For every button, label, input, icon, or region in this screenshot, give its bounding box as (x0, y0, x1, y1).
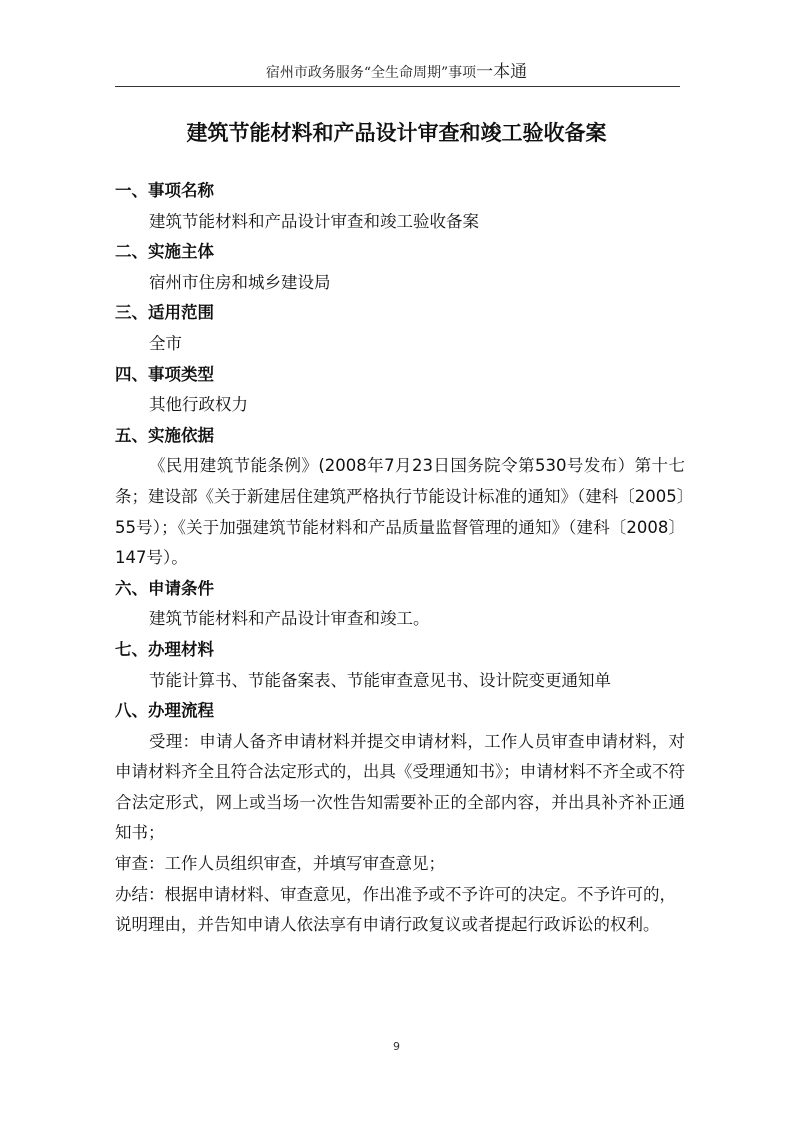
process-conclusion-line: 办结：根据申请材料、审查意见，作出准予或不予许可的决定。不予许可的，说明理由，并告知申请人依法享有申请行政复议或者提起行政诉讼的权利。 (115, 884, 676, 935)
section-heading-item-name: 一、事项名称 (115, 181, 214, 200)
conditions-value: 建筑节能材料和产品设计审查和竣工。 (149, 609, 430, 629)
process-review-line: 审查：工作人员组织审查，并填写审查意见； (115, 854, 445, 874)
process-acceptance-paragraph: 受理：申请人备齐申请材料并提交申请材料，工作人员审查申请材料，对申请材料齐全且符合法定形式的，出具《受理通知书》；申请材料不齐全或不符合法定形式，网上或当场一次性告知需要补正的全部内容，并出具补齐补正通知书； (115, 731, 685, 843)
section-heading-scope: 三、适用范围 (115, 303, 214, 323)
legal-basis-paragraph: 《民用建筑节能条例》(2008年7月23日国务院令第530号发布）第十七条；建设部《关于新建居住建筑严格执行节能设计标准的通知》（建科〔2005〕55号）；《关于加强建筑节能材料和产品质量监督管理的通知》（建科〔2008〕147号）。 (115, 456, 685, 568)
item-name-value: 建筑节能材料和产品设计审查和竣工验收备案 (149, 211, 479, 231)
header-text: 宿州市政务服务“全生命周期”事项 (265, 65, 477, 81)
item-type-value: 其他行政权力 (149, 395, 248, 415)
section-heading-implementing-body: 二、实施主体 (115, 242, 214, 262)
implementing-body-value: 宿州市住房和城乡建设局 (149, 272, 331, 292)
section-heading-item-type: 四、事项类型 (115, 364, 214, 384)
materials-value: 节能计算书、节能备案表、节能审查意见书、设计院变更通知单 (149, 670, 611, 690)
section-heading-process: 八、办理流程 (115, 701, 214, 721)
running-header (0, 62, 793, 83)
section-heading-materials: 七、办理材料 (115, 639, 214, 659)
document-body (115, 176, 685, 941)
header-rule (115, 86, 680, 87)
page-number: 9 (393, 1040, 400, 1053)
section-heading-legal-basis: 五、实施依据 (115, 425, 214, 445)
header-text-large: 一本通 (476, 62, 528, 82)
document-title: 建筑节能材料和产品设计审查和竣工验收备案 (186, 121, 607, 145)
section-heading-conditions: 六、申请条件 (115, 578, 214, 598)
scope-value: 全市 (149, 333, 182, 353)
